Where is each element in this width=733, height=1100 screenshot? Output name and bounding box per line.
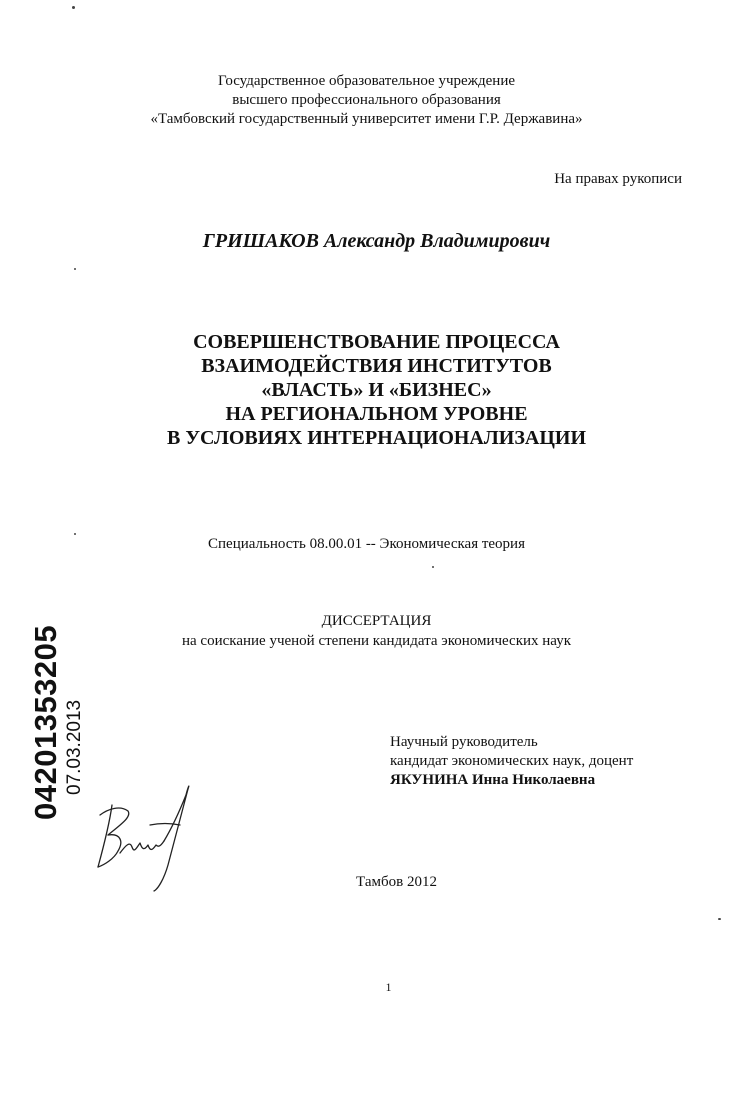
scan-speck — [72, 6, 75, 9]
document-type — [10, 611, 733, 651]
supervisor-role: Научный руководитель — [390, 734, 538, 750]
institution-line-3: «Тамбовский государственный университет имени Г.Р. Державина» — [150, 111, 583, 127]
title-line-5: В УСЛОВИЯХ ИНТЕРНАЦИОНАЛИЗАЦИИ — [166, 427, 586, 449]
library-stamp-code: 04201353205 — [28, 624, 63, 820]
title-line-4: НА РЕГИОНАЛЬНОМ УРОВНЕ — [225, 403, 528, 425]
dissertation-title — [10, 330, 733, 450]
document-type-purpose: на соискание ученой степени кандидата экономических наук — [181, 633, 571, 649]
city-year: Тамбов 2012 — [356, 874, 437, 890]
scan-speck — [432, 566, 434, 568]
page-number: 1 — [385, 980, 392, 994]
title-line-3: «ВЛАСТЬ» И «БИЗНЕС» — [261, 379, 492, 401]
author-name: ГРИШАКОВ Александр Владимирович — [202, 230, 551, 252]
scan-speck — [718, 918, 721, 920]
scan-speck — [74, 268, 76, 270]
signature-image — [90, 775, 200, 895]
title-line-2: ВЗАИМОДЕЙСТВИЯ ИНСТИТУТОВ — [201, 355, 552, 377]
institution-line-2: высшего профессионального образования — [232, 92, 501, 108]
supervisor-degree: кандидат экономических наук, доцент — [390, 753, 634, 769]
document-type-label: ДИССЕРТАЦИЯ — [321, 613, 432, 629]
specialty: Специальность 08.00.01 -- Экономическая теория — [208, 536, 525, 552]
supervisor-name: ЯКУНИНА Инна Николаевна — [390, 772, 596, 788]
title-line-1: СОВЕРШЕНСТВОВАНИЕ ПРОЦЕССА — [193, 331, 560, 353]
library-stamp-date: 07.03.2013 — [64, 699, 85, 795]
manuscript-note: На правах рукописи — [554, 171, 682, 187]
institution-header — [0, 72, 733, 129]
supervisor-block — [390, 733, 633, 790]
scan-speck — [74, 533, 76, 535]
institution-line-1: Государственное образовательное учреждение — [217, 73, 516, 89]
